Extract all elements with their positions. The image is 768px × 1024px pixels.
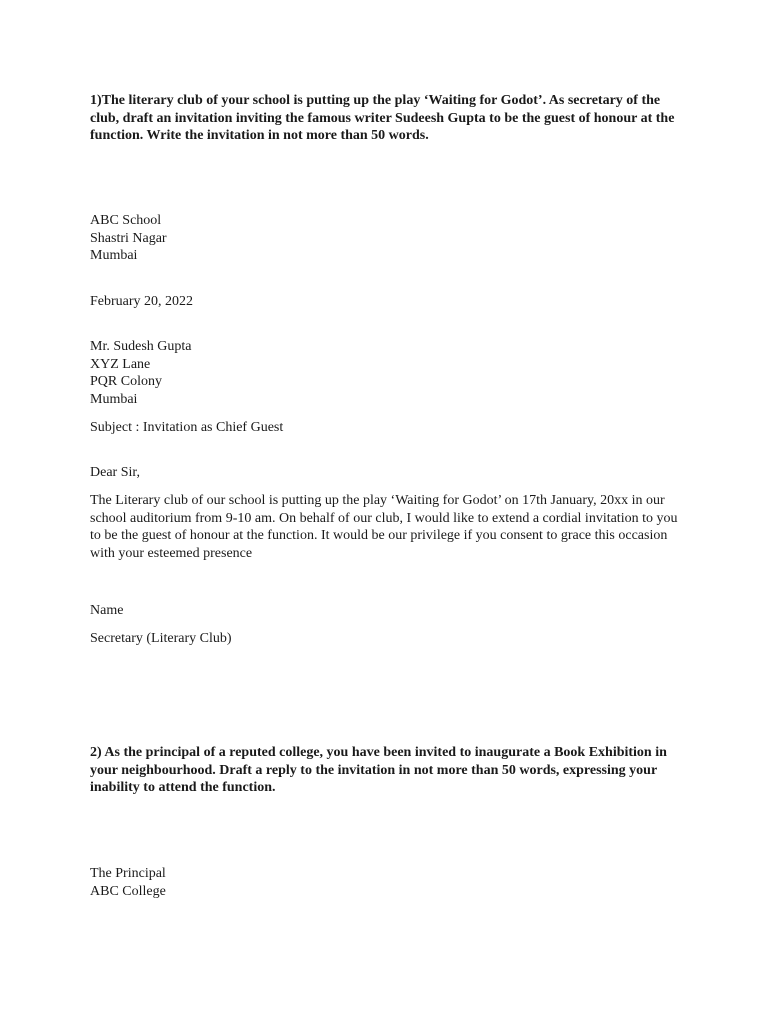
letter-2-sender-address bbox=[90, 865, 680, 900]
body-line: with your esteemed presence bbox=[90, 545, 253, 561]
address-line: PQR Colony bbox=[90, 374, 162, 389]
question-2-line: inability to attend the function. bbox=[90, 780, 276, 795]
salutation-text: Dear Sir, bbox=[90, 465, 140, 480]
question-2 bbox=[90, 744, 680, 797]
question-1 bbox=[90, 92, 680, 145]
address-line: XYZ Lane bbox=[90, 356, 151, 372]
question-1-line: club, draft an invitation inviting the famous writer Sudeesh Gupta to be the guest of honour at the bbox=[90, 110, 675, 126]
question-1-line: 1)The literary club of your school is putting up the play ‘Waiting for Godot’. As secretary of the bbox=[90, 93, 661, 108]
address-line: Shastri Nagar bbox=[90, 230, 167, 246]
address-line: Mumbai bbox=[90, 248, 138, 263]
letter-subject bbox=[90, 419, 680, 437]
subject-text: Subject : Invitation as Chief Guest bbox=[90, 420, 284, 435]
body-line: school auditorium from 9-10 am. On behalf of our club, I would like to extend a cordial invitation to you bbox=[90, 510, 678, 526]
signature-name bbox=[90, 602, 680, 620]
address-line: ABC College bbox=[90, 883, 166, 899]
address-line: Mr. Sudesh Gupta bbox=[90, 339, 192, 354]
question-2-line: your neighbourhood. Draft a reply to the invitation in not more than 50 words, expressing your bbox=[90, 762, 658, 778]
question-2-line: 2) As the principal of a reputed college, you have been invited to inaugurate a Book Exhibition in bbox=[90, 745, 667, 760]
sender-address bbox=[90, 212, 680, 265]
body-line: The Literary club of our school is putting up the play ‘Waiting for Godot’ on 17th January, 20xx in our bbox=[90, 493, 665, 508]
question-1-line: function. Write the invitation in not more than 50 words. bbox=[90, 128, 429, 143]
address-line: The Principal bbox=[90, 866, 166, 881]
address-line: ABC School bbox=[90, 213, 162, 228]
body-line: to be the guest of honour at the function. It would be our privilege if you consent to grace this occasion bbox=[90, 528, 668, 543]
signature-name-text: Name bbox=[90, 603, 124, 618]
recipient-address bbox=[90, 338, 680, 408]
date-text: February 20, 2022 bbox=[90, 294, 194, 309]
letter-date bbox=[90, 293, 680, 311]
signature-title-text: Secretary (Literary Club) bbox=[90, 631, 232, 646]
address-line: Mumbai bbox=[90, 391, 138, 407]
letter-salutation bbox=[90, 464, 680, 482]
letter-body bbox=[90, 492, 680, 562]
signature-title bbox=[90, 630, 680, 648]
